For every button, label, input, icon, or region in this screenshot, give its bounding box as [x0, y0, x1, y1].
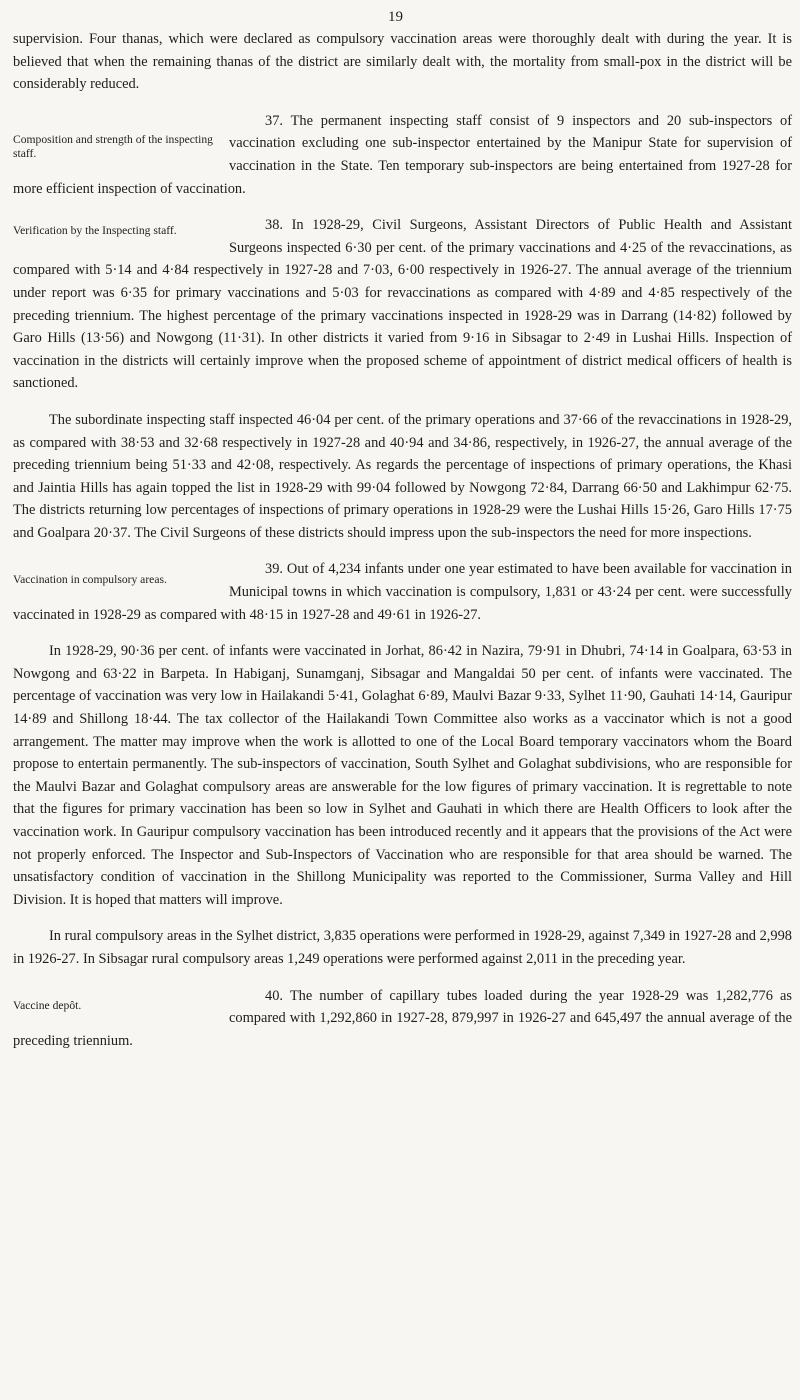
- spacer: [13, 395, 792, 409]
- spacer: [13, 626, 792, 640]
- paragraph-40: [13, 985, 792, 1053]
- section-number: 37.: [265, 112, 283, 129]
- section-37: [13, 110, 792, 200]
- section-39: [13, 558, 792, 970]
- margin-note-verification: Verification by the Inspecting staff.: [13, 224, 177, 238]
- spacer: [13, 911, 792, 925]
- spacer: [13, 96, 792, 110]
- spacer: [13, 200, 792, 214]
- section-40: [13, 985, 792, 1053]
- paragraph-supervision: supervision. Four thanas, which were declared as compulsory vaccination areas were thoroughly dealt with during the year. It is believed that when the remaining thanas of the district are similarly dealt with, the mortality from small-pox in the district will be considerably reduced.: [13, 31, 792, 93]
- paragraph-text: The number of capillary tubes loaded during the year 1928-29 was 1,282,776 as compared with 1,292,860 in 1927-28, 879,997 in 1926-27 and 645,497 the annual average of the preceding triennium.: [13, 987, 792, 1049]
- section-number: 39.: [265, 561, 283, 578]
- document-body: [13, 28, 792, 1052]
- spacer: [13, 544, 792, 558]
- paragraph-39-2: In 1928-29, 90·36 per cent. of infants were vaccinated in Jorhat, 86·42 in Nazira, 79·91 in Dhubri, 74·14 in Goalpara, 63·53 in Nowgong and 63·22 in Barpeta. In Habiganj, Sunamganj, Sibsagar and Mangaldai 50 per cent. of infants were vaccinated. The percentage of vaccination was very low in Hailakandi 5·41, Golaghat 6·89, Maulvi Bazar 9·33, Sylhet 11·90, Gauhati 14·14, Gauripur 14·89 and Shillong 18·44. The tax collector of the Hailakandi Town Committee also works as a vaccinator which is not a good arrangement. The matter may improve when the work is allotted to one of the Local Board temporary vaccinators whom the Board propose to entertain permanently. The sub-inspectors of vaccination, South Sylhet and Golaghat subdivisions, who are responsible for the Maulvi Bazar and Golaghat compulsory areas are answerable for the low figures of primary vaccination. It is regrettable to note that the figures for primary vaccination has been so low in Sylhet and Gauhati in which there are Health Officers to look after the vaccination work. In Gauripur compulsory vaccination has been introduced recently and it appears that the provisions of the Act were not properly enforced. The Inspector and Sub-Inspectors of Vaccination who are responsible for that area should be warned. The unsatisfactory condition of vaccination in the Shillong Municipality was reported to the Commissioner, Surma Valley and Hill Division. It is hoped that matters will improve.: [13, 643, 792, 908]
- margin-note-compulsory-areas: Vaccination in compulsory areas.: [13, 573, 167, 587]
- paragraph-text: The permanent inspecting staff consist of 9 inspectors and 20 sub-inspectors of vaccination excluding one sub-inspector entertained by the Manipur State for supervision of vaccination in the State. Ten temporary sub-inspectors are being entertained from 1927-28 for more efficient inspection of vaccination.: [13, 112, 793, 197]
- section-number: 40.: [265, 987, 283, 1004]
- paragraph-text: In 1928-29, Civil Surgeons, Assistant Directors of Public Health and Assistant Surgeons inspected 6·30 per cent. of the primary vaccinations and 4·25 of the revaccinations, as compared with 5·14 and 4·84 respectively in 1927-28 and 7·03, 6·00 respectively in 1926-27. The annual average of the triennium under report was 6·35 for primary vaccinations and 5·03 for revaccinations as compared with 4·89 and 4·85 respectively of the preceding triennium. The highest percentage of the primary vaccinations inspected in 1928-29 was in Darrang (14·82) followed by Garo Hills (13·56) and Nowgong (11·31). In other districts it varied from 9·16 in Sibsagar to 2·49 in Lushai Hills. Inspection of vaccination in the districts will certainly improve when the proposed scheme of appointment of district medical officers of health is sanctioned.: [13, 217, 792, 392]
- paragraph-38-1: [13, 214, 792, 395]
- paragraph-39-3: In rural compulsory areas in the Sylhet district, 3,835 operations were performed in 1928-29, against 7,349 in 1927-28 and 2,998 in 1926-27. In Sibsagar rural compulsory areas 1,249 operations were performed against 2,011 in the preceding year.: [13, 928, 792, 967]
- paragraph-39-1: [13, 558, 792, 626]
- section-number: 38.: [265, 217, 283, 234]
- paragraph-38-2: The subordinate inspecting staff inspected 46·04 per cent. of the primary operations and 37·66 of the revaccinations in 1928-29, as compared with 38·53 and 32·68 respectively in 1927-28 and 40·94 and 34·86, respectively, in 1926-27, the annual average of the preceding triennium being 51·33 and 42·08, respectively. As regards the percentage of inspections of primary operations, the Khasi and Jaintia Hills has again topped the list in 1928-29 with 99·04 followed by Nowgong 72·84, Darrang 66·50 and Lakhimpur 62·75. The districts returning low percentages of inspections of primary operations in 1928-29 were the Lushai Hills 15·26, Garo Hills 17·75 and Goalpara 20·37. The Civil Surgeons of these districts should impress upon the sub-inspectors the need for more inspections.: [13, 411, 792, 541]
- margin-note-vaccine-depot: Vaccine depôt.: [13, 998, 82, 1012]
- margin-note-composition: Composition and strength of the inspecting staff.: [13, 132, 213, 161]
- paragraph-text: Out of 4,234 infants under one year estimated to have been available for vaccination in Municipal towns in which vaccination is compulsory, 1,831 or 43·24 per cent. were successfully vaccinated in 1928-29 as compared with 48·15 in 1927-28 and 49·61 in 1926-27.: [13, 561, 792, 623]
- spacer: [13, 971, 792, 985]
- page-number: 19: [388, 9, 403, 25]
- section-38: [13, 214, 792, 544]
